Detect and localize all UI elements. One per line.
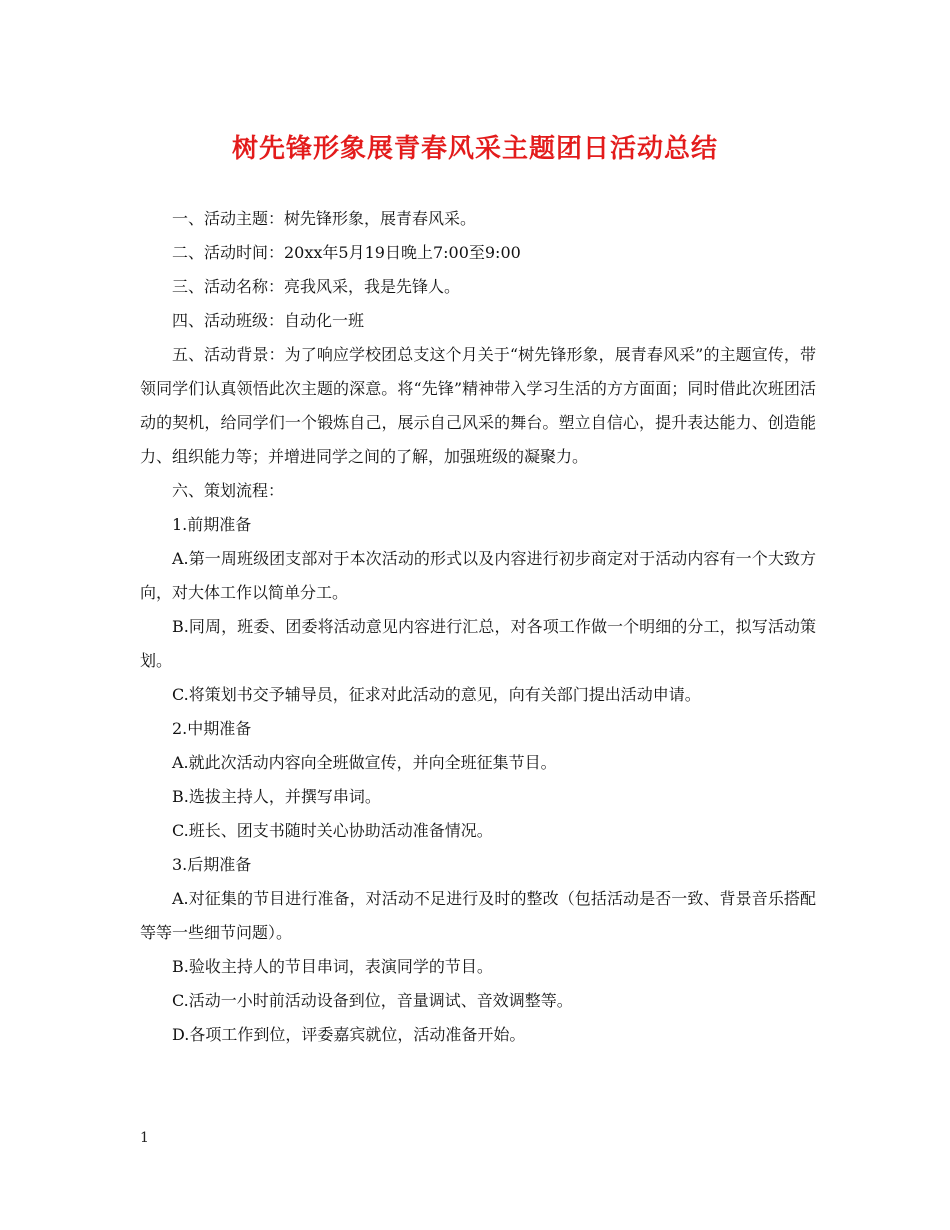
paragraph-early-prep-c: C.将策划书交予辅导员，征求对此活动的意见，向有关部门提出活动申请。 <box>172 685 701 704</box>
paragraph-late-prep-b: B.验收主持人的节目串词，表演同学的节目。 <box>172 957 493 976</box>
paragraph-class: 四、活动班级：自动化一班 <box>172 311 365 330</box>
paragraph-mid-prep-c: C.班长、团支书随时关心协助活动准备情况。 <box>172 821 493 840</box>
document-title: 树先锋形象展青春风采主题团日活动总结 <box>231 134 718 164</box>
paragraph-process-heading: 六、策划流程： <box>172 481 285 500</box>
paragraph-late-prep-heading: 3.后期准备 <box>172 855 252 874</box>
paragraph-early-prep-a: A.第一周班级团支部对于本次活动的形式以及内容进行初步商定对于活动内容有一个大致方向，对大体工作以简单分工。 <box>140 549 816 602</box>
paragraph-mid-prep-a: A.就此次活动内容向全班做宣传，并向全班征集节目。 <box>172 753 557 772</box>
paragraph-mid-prep-heading: 2.中期准备 <box>172 719 252 738</box>
paragraph-early-prep-b: B.同周，班委、团委将活动意见内容进行汇总，对各项工作做一个明细的分工，拟写活动策划。 <box>140 617 816 670</box>
paragraph-background: 五、活动背景：为了响应学校团总支这个月关于“树先锋形象，展青春风采”的主题宣传，带领同学们认真领悟此次主题的深意。将“先锋”精神带入学习生活的方方面面；同时借此次班团活动的契机，给同学们一个锻炼自己，展示自己风采的舞台。塑立自信心，提升表达能力、创造能力、组织能力等；并增进同学之间的了解，加强班级的凝聚力。 <box>140 345 816 466</box>
paragraph-late-prep-c: C.活动一小时前活动设备到位，音量调试、音效调整等。 <box>172 991 573 1010</box>
paragraph-early-prep-heading: 1.前期准备 <box>172 515 252 534</box>
page-number: 1 <box>140 1130 149 1146</box>
paragraph-name: 三、活动名称：亮我风采，我是先锋人。 <box>172 277 461 296</box>
paragraph-late-prep-a: A.对征集的节目进行准备，对活动不足进行及时的整改（包括活动是否一致、背景音乐搭配等等一些细节问题）。 <box>140 889 816 942</box>
paragraph-late-prep-d: D.各项工作到位，评委嘉宾就位，活动准备开始。 <box>172 1025 526 1044</box>
paragraph-mid-prep-b: B.选拔主持人，并撰写串词。 <box>172 787 381 806</box>
paragraph-theme: 一、活动主题：树先锋形象，展青春风采。 <box>172 209 477 228</box>
document-body <box>140 202 816 1052</box>
paragraph-time: 二、活动时间：20xx年5月19日晚上7:00至9:00 <box>172 243 521 262</box>
